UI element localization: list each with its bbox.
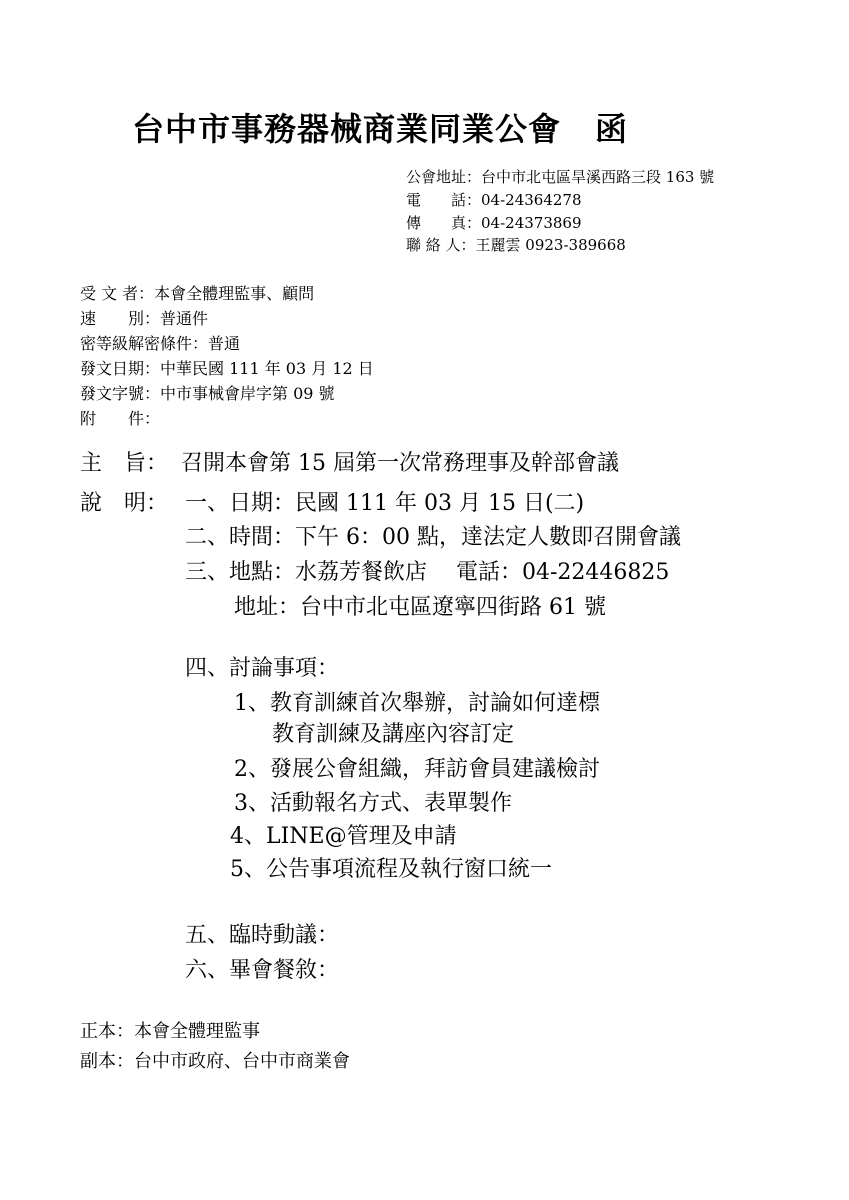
meta-attachment: 附 件： [80, 409, 161, 428]
contact-phone: 電 話：04-24364278 [406, 191, 582, 209]
explanation-item-time: 二、時間：下午 6：00 點，達法定人數即召開會議 [185, 525, 681, 550]
discussion-item-continuation: 教育訓練及講座內容訂定 [272, 722, 515, 747]
subject-text: 召開本會第 15 屆第一次常務理事及幹部會議 [181, 451, 619, 476]
distribution-original: 正本：本會全體理監事 [80, 1021, 260, 1042]
explanation-item-motions: 五、臨時動議： [185, 923, 340, 948]
explanation-item-place: 三、地點：水荔芳餐飲店 電話：04-22446825 [185, 560, 670, 585]
discussion-item: 5、公告事項流程及執行窗口統一 [230, 857, 552, 882]
organization-name: 台中市事務器械商業同業公會 [132, 110, 562, 148]
explanation-item-address: 地址：台中市北屯區遼寧四街路 61 號 [234, 595, 606, 620]
meta-number: 發文字號：中市事械會岸字第 09 號 [80, 384, 335, 403]
contact-address: 公會地址：台中市北屯區旱溪西路三段 163 號 [406, 168, 715, 186]
contact-person: 聯 絡 人：王麗雲 0923-389668 [406, 236, 626, 254]
meta-secrecy: 密等級解密條件：普通 [80, 334, 241, 353]
document-type: 函 [595, 110, 629, 148]
contact-fax: 傳 真：04-24373869 [406, 214, 582, 232]
subject-label: 主 旨： [80, 451, 169, 476]
distribution-copy: 副本：台中市政府、台中市商業會 [80, 1051, 350, 1072]
explanation-item-dinner: 六、畢會餐敘： [185, 958, 340, 983]
document-title [132, 104, 628, 150]
discussion-item: 2、發展公會組織，拜訪會員建議檢討 [234, 757, 600, 782]
explanation-label: 說 明： [80, 491, 169, 516]
discussion-item: 3、活動報名方式、表單製作 [234, 791, 512, 816]
meta-speed: 速 別：普通件 [80, 309, 209, 328]
discussion-item: 1、教育訓練首次舉辦，討論如何達標 [234, 691, 600, 716]
meta-recipient: 受 文 者：本會全體理監事、顧問 [80, 284, 315, 303]
discussion-item: 4、LINE@管理及申請 [230, 824, 457, 849]
discussion-heading: 四、討論事項： [185, 656, 340, 681]
explanation-item-date: 一、日期：民國 111 年 03 月 15 日(二) [185, 491, 585, 516]
meta-date: 發文日期：中華民國 111 年 03 月 12 日 [80, 359, 374, 378]
